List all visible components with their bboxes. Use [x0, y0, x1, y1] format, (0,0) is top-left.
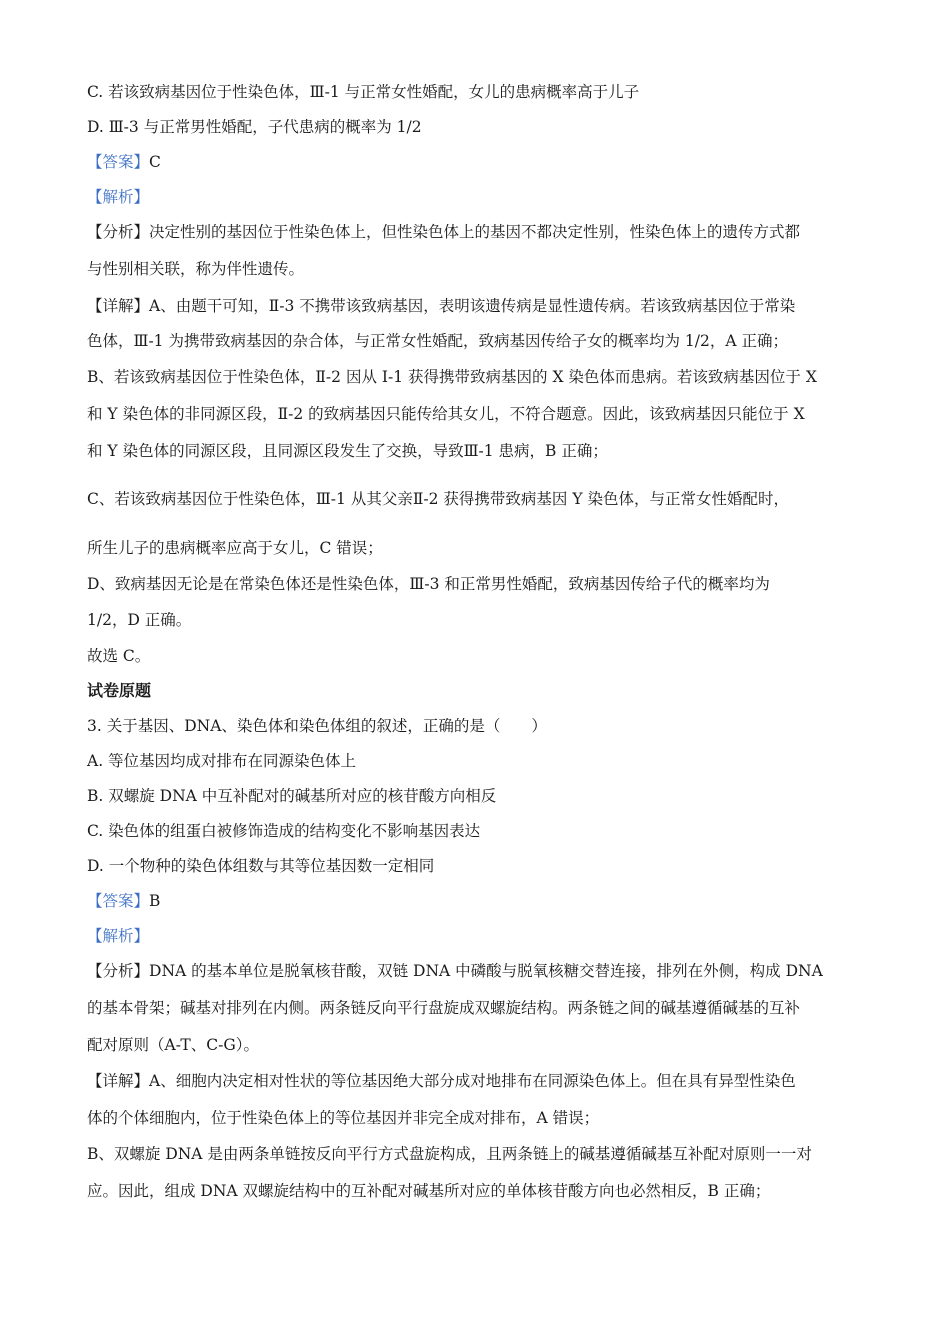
q3-analysis-line-1	[87, 961, 870, 981]
explanation-tag: 【解析】	[87, 188, 150, 206]
analysis-line-1	[87, 222, 870, 242]
question-3-option-c: C. 染色体的组蛋白被修饰造成的结构变化不影响基因表达	[87, 822, 481, 840]
detail-line-c1: C、若该致病基因位于性染色体，Ⅲ-1 从其父亲Ⅱ-2 获得携带致病基因 Y 染色体，与正常女性婚配时，	[87, 490, 789, 508]
question-3-option-a: A. 等位基因均成对排布在同源染色体上	[87, 752, 357, 770]
question-3-stem: 3. 关于基因、DNA、染色体和染色体组的叙述，正确的是（ ）	[87, 717, 547, 735]
section-title: 试卷原题	[87, 681, 152, 700]
q3-analysis-text: DNA 的基本单位是脱氧核苷酸，双链 DNA 中磷酸与脱氧核糖交替连接，排列在外侧，构成 DNA	[149, 962, 823, 980]
detail-line-b3: 和 Y 染色体的同源区段，且同源区段发生了交换，导致Ⅲ-1 患病，B 正确；	[87, 442, 608, 460]
q3-detail-line-b2: 应。因此，组成 DNA 双螺旋结构中的互补配对碱基所对应的单体核苷酸方向也必然相反，B 正确；	[87, 1182, 771, 1200]
answer-value: C	[149, 153, 161, 171]
analysis-tag: 【分析】	[87, 223, 150, 241]
detail-line-b1: B、若该致病基因位于性染色体，Ⅱ-2 因从 Ⅰ-1 获得携带致病基因的 X 染色体而患病。若该致病基因位于 X	[87, 368, 817, 386]
q3-detail-line-a2: 体的个体细胞内，位于性染色体上的等位基因并非完全成对排布，A 错误；	[87, 1109, 600, 1127]
analysis-line-2: 与性别相关联，称为伴性遗传。	[87, 260, 305, 278]
detail-line-a1	[87, 296, 870, 316]
q3-answer-value: B	[149, 892, 161, 910]
option-c-text: C. 若该致病基因位于性染色体，Ⅲ-1 与正常女性婚配，女儿的患病概率高于儿子	[87, 83, 640, 101]
q3-analysis-line-3: 配对原则（A-T、C-G）。	[87, 1036, 259, 1054]
analysis-text: 决定性别的基因位于性染色体上，但性染色体上的基因不都决定性别，性染色体上的遗传方式都	[149, 223, 801, 241]
answer-line	[87, 152, 870, 172]
question-3-option-b: B. 双螺旋 DNA 中互补配对的碱基所对应的核苷酸方向相反	[87, 787, 497, 805]
question-3-option-d: D. 一个物种的染色体组数与其等位基因数一定相同	[87, 857, 435, 875]
q3-explanation-tag: 【解析】	[87, 927, 150, 945]
option-d-text: D. Ⅲ-3 与正常男性婚配，子代患病的概率为 1/2	[87, 118, 422, 136]
q3-answer-line	[87, 891, 870, 911]
detail-line-b2: 和 Y 染色体的非同源区段，Ⅱ-2 的致病基因只能传给其女儿，不符合题意。因此，该致病基因只能位于 X	[87, 405, 805, 423]
q3-detail-line-a1	[87, 1071, 870, 1091]
detail-line-a2: 色体，Ⅲ-1 为携带致病基因的杂合体，与正常女性婚配，致病基因传给子女的概率均为 1/2，A 正确；	[87, 332, 788, 350]
detail-text: A、由题干可知，Ⅱ-3 不携带该致病基因，表明该遗传病是显性遗传病。若该致病基因位于常染	[149, 297, 796, 315]
detail-line-d2: 1/2，D 正确。	[87, 611, 192, 629]
detail-tag: 【详解】	[87, 297, 150, 315]
answer-tag: 【答案】	[87, 153, 150, 171]
q3-analysis-line-2: 的基本骨架；碱基对排列在内侧。两条链反向平行盘旋成双螺旋结构。两条链之间的碱基遵循碱基的互补	[87, 999, 801, 1017]
q3-detail-line-b1: B、双螺旋 DNA 是由两条单链按反向平行方式盘旋构成，且两条链上的碱基遵循碱基互补配对原则一一对	[87, 1145, 812, 1163]
q3-analysis-tag: 【分析】	[87, 962, 150, 980]
q3-detail-tag: 【详解】	[87, 1072, 150, 1090]
detail-line-c2: 所生儿子的患病概率应高于女儿，C 错误；	[87, 539, 383, 557]
conclusion-line: 故选 C。	[87, 647, 151, 665]
q3-detail-text: A、细胞内决定相对性状的等位基因绝大部分成对地排布在同源染色体上。但在具有异型性染色	[149, 1072, 796, 1090]
q3-answer-tag: 【答案】	[87, 892, 150, 910]
detail-line-d1: D、致病基因无论是在常染色体还是性染色体，Ⅲ-3 和正常男性婚配，致病基因传给子代的概率均为	[87, 575, 770, 593]
